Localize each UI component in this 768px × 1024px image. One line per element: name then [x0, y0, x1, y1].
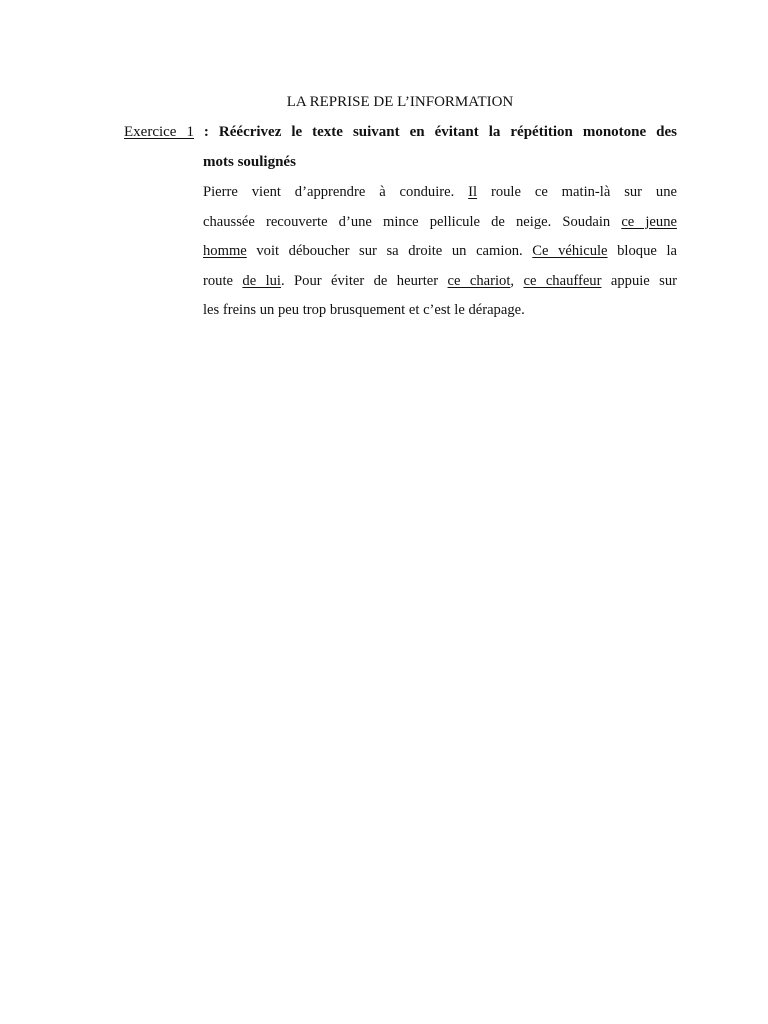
passage-line	[203, 267, 677, 297]
underlined-word: de lui	[242, 272, 281, 289]
passage-text: bloque la	[607, 243, 677, 259]
passage-line	[203, 178, 677, 208]
exercise-instruction: Réécrivez le texte suivant en évitant la répétition monotone des	[218, 124, 677, 140]
passage-line	[203, 296, 677, 326]
passage-text: chaussée recouverte d’une mince pellicule de neige. Soudain	[203, 213, 622, 230]
underlined-word: ce jeune	[621, 213, 677, 230]
underlined-word: ce chariot	[447, 272, 511, 289]
passage-text: ,	[510, 272, 524, 289]
exercise-label: Exercice 1	[124, 124, 194, 140]
passage-text: les freins un peu trop brusquement et c’est le dérapage.	[203, 302, 525, 318]
exercise-separator: :	[193, 124, 219, 140]
exercise-heading	[124, 121, 677, 143]
passage-text: voit déboucher sur sa droite un camion.	[246, 243, 533, 259]
passage-text: roule ce matin-là sur une	[477, 184, 677, 200]
passage-text: appuie sur	[601, 272, 678, 289]
underlined-word: Il	[468, 184, 478, 200]
underlined-word: ce chauffeur	[523, 272, 602, 289]
underlined-word: homme	[203, 243, 247, 259]
passage-line	[203, 208, 677, 238]
underlined-word: Ce véhicule	[532, 243, 608, 259]
page-title: LA REPRISE DE L’INFORMATION	[286, 94, 514, 110]
exercise-passage	[203, 178, 677, 326]
passage-line	[203, 237, 677, 267]
passage-text: . Pour éviter de heurter	[280, 272, 448, 289]
exercise-instruction-continued: mots soulignés	[203, 154, 296, 170]
passage-text: Pierre vient d’apprendre à conduire.	[203, 184, 469, 200]
passage-text: route	[203, 272, 243, 289]
